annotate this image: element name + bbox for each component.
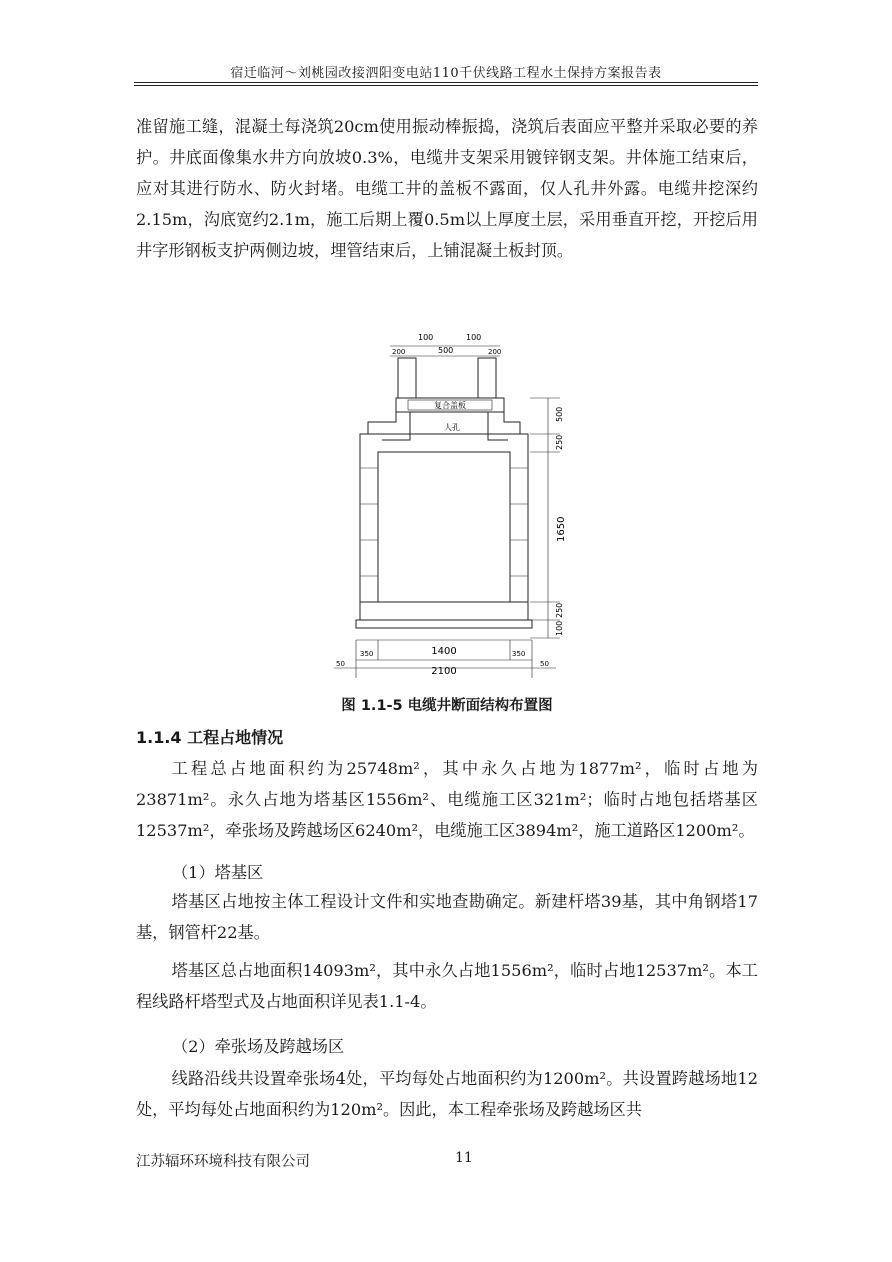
dim-right-2: 250: [555, 434, 564, 450]
dim-bottom-right-small: 350: [512, 650, 526, 658]
dim-bottom-left-small: 350: [360, 650, 374, 658]
dim-right-4: 250: [555, 602, 564, 618]
dim-bottom-right-edge: 50: [540, 660, 549, 668]
dim-bottom-total: 2100: [431, 666, 457, 677]
subsection-tower-base: （1）塔基区: [172, 863, 264, 882]
page-number: 11: [455, 1150, 473, 1166]
cable-well-section-diagram: [320, 328, 570, 688]
cover-slab-label: 复合盖板: [434, 401, 466, 410]
paragraph-tower-base-2: 塔基区总占地面积14093m²，其中永久占地1556m²，临时占地12537m²。本工程线路杆塔型式及占地面积详见表1.1-4。: [136, 961, 758, 1011]
header-rule-thin: [134, 85, 758, 86]
manhole-label: 人孔: [444, 423, 460, 432]
dim-right-3: 1650: [556, 516, 567, 542]
dim-top-left: 100: [418, 333, 434, 342]
paragraph-construction: 准留施工缝，混凝土每浇筑20cm使用振动棒振捣，浇筑后表面应平整并采取必要的养护。井底面像集水井方向放坡0.3%，电缆井支架采用镀锌钢支架。井体施工结束后，应对其进行防水、防火封堵。电缆工井的盖板不露面，仅人孔井外露。电缆井挖深约2.15m，沟底宽约2.1m，施工后期上覆0.5m以上厚度土层，采用垂直开挖，开挖后用井字形钢板支护两侧边坡，埋管结束后，上铺混凝土板封顶。: [136, 117, 758, 260]
dim-top-right-small: 200: [488, 348, 502, 356]
footer-company: 江苏辐环环境科技有限公司: [136, 1154, 310, 1170]
page-header-title: 宿迁临河～刘桃园改接泗阳变电站110千伏线路工程水土保持方案报告表: [230, 66, 662, 81]
dim-bottom-inner: 1400: [431, 646, 457, 657]
subsection-tension-field: （2）牵张场及跨越场区: [172, 1037, 345, 1056]
paragraph-land-total: 工程总占地面积约为25748m²，其中永久占地为1877m²，临时占地为23871m²。永久占地为塔基区1556m²、电缆施工区321m²；临时占地包括塔基区12537m²，牵张场及跨越场区6240m²，电缆施工区3894m²，施工道路区1200m²。: [136, 759, 758, 840]
figure-caption: 图 1.1-5 电缆井断面结构布置图: [341, 698, 553, 714]
dim-bottom-left-edge: 50: [336, 660, 345, 668]
paragraph-tension-field: 线路沿线共设置牵张场4处，平均每处占地面积约为1200m²。共设置跨越场地12处，平均每处占地面积约为120m²。因此，本工程牵张场及跨越场区共: [136, 1069, 758, 1119]
header-rule-thick: [134, 82, 758, 83]
paragraph-tower-base-1: 塔基区占地按主体工程设计文件和实地查勘确定。新建杆塔39基，其中角钢塔17基，钢管杆22基。: [136, 892, 758, 942]
section-heading-1-1-4: 1.1.4 工程占地情况: [136, 728, 284, 747]
dim-top-center: 500: [438, 346, 454, 355]
dim-top-left-small: 200: [392, 348, 406, 356]
dim-right-1: 500: [555, 406, 564, 422]
dim-right-5: 100: [555, 620, 564, 636]
dim-top-right: 100: [466, 333, 482, 342]
